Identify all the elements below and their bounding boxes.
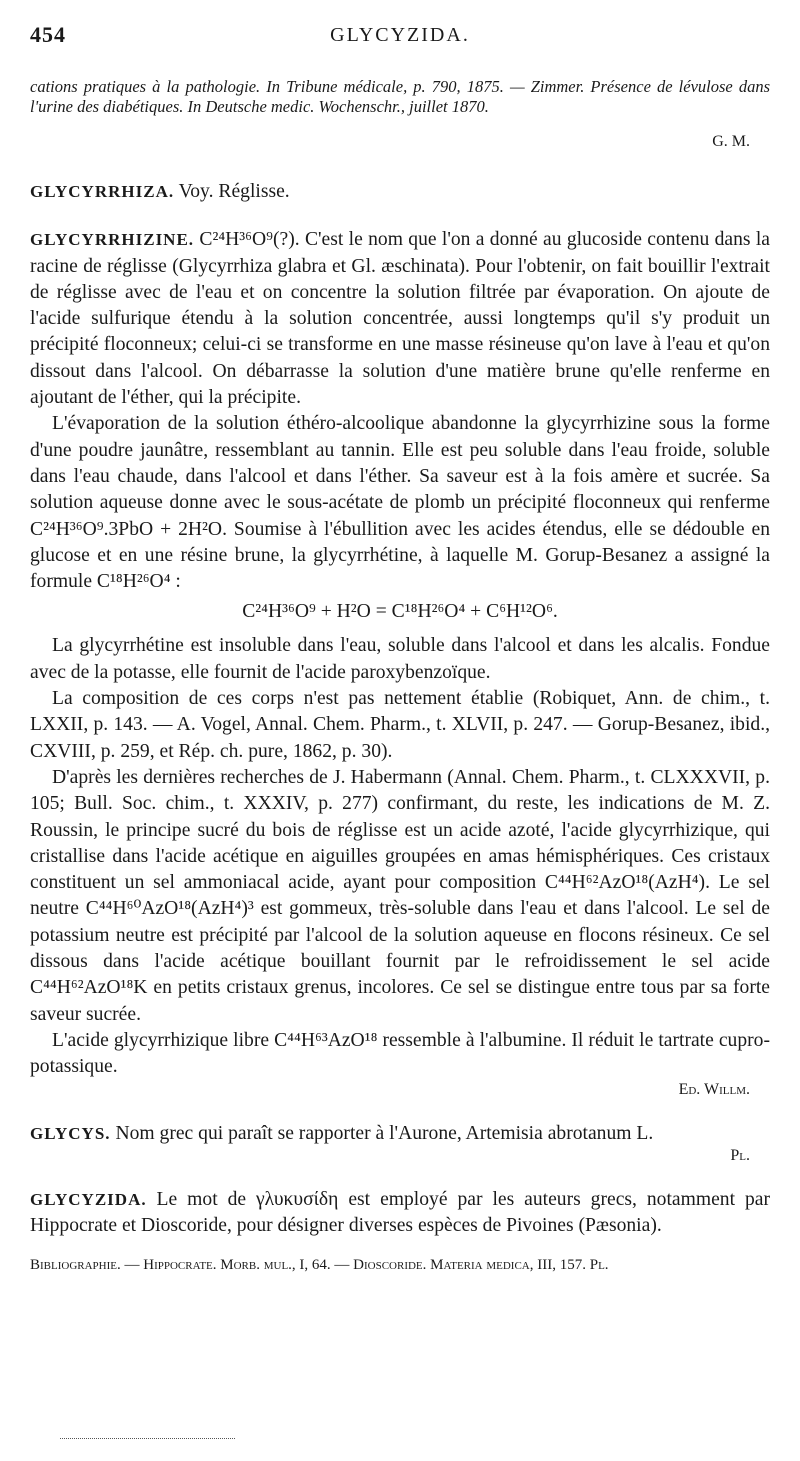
headword: GLYCYRRHIZA. — [30, 182, 175, 201]
continued-reference-text: cations pratiques à la pathologie. In Tribune médicale, p. 790, 1875. — Zimmer. Présence de lévulose dans l'urine des diabétiques. In Deutsche medic. Wochenschr., juillet 1870. — [30, 76, 770, 116]
entry-glycyrrhizine — [30, 227, 770, 1098]
entry-glycyrrhiza — [30, 179, 770, 205]
headword: GLYCYZIDA. — [30, 1189, 147, 1209]
page-header — [30, 22, 770, 52]
chemical-equation: C²⁴H³⁶O⁹ + H²O = C¹⁸H²⁶O⁴ + C⁶H¹²O⁶. — [242, 601, 558, 623]
page-body — [30, 60, 770, 1298]
paragraph: D'après les dernières recherches de J. Habermann (Annal. Chem. Pharm., t. CLXXXVII, p. 105; Bull. Soc. chim., t. XXXIV, p. 277) confirmant, du reste, les indications de M. Z. Roussin, le principe sucré du bois de réglisse est un acide azoté, l'acide glycyrrhizique, qui cristallise dans l'acide acétique en aiguilles groupées en amas hémisphériques. Ces cristaux constituent un sel ammoniacal acide, ayant pour composition C⁴⁴H⁶²AzO¹⁸(AzH⁴). Le sel neutre C⁴⁴H⁶⁰AzO¹⁸(AzH⁴)³ est gommeux, très-soluble dans l'eau et dans l'alcool. Le sel de potassium neutre est précipité par l'alcool de la solution aqueuse en flocons résineux. Ce sel dissous dans l'acide acétique bouillant fournit par le refroidissement le sel acide C⁴⁴H⁶²AzO¹⁸K en petits cristaux grenus, incolores. Ce sel se distingue entre tous par sa forte saveur sucrée. — [30, 766, 770, 1025]
author-signature: Pl. — [730, 1146, 750, 1164]
headword: GLYCYS. — [30, 1123, 111, 1143]
paragraph: La composition de ces corps n'est pas nettement établie (Robiquet, Ann. de chim., t. LXXII, p. 143. — A. Vogel, Annal. Chem. Pharm., t. XLVII, p. 247. — Gorup-Besanez, ibid., CXVIII, p. 259, et Rép. ch. pure, 1862, p. 30). — [30, 688, 770, 762]
paragraph: L'évaporation de la solution éthéro-alcoolique abandonne la glycyrrhizine sous la forme d'une poudre jaunâtre, ressemblant au tannin. Elle est peu soluble dans l'eau froide, soluble dans l'eau chaude, dans l'alcool et dans l'éther. Sa saveur est à la fois amère et sucrée. Sa solution aqueuse donne avec le sous-acétate de plomb un précipité floconneux qui renferme C²⁴H³⁶O⁹.3PbO + 2H²O. Soumise à l'ébullition avec les acides étendus, elle se dédouble en glucose et en une résine brune, la glycyrrhétine, à laquelle M. Gorup-Besanez a assigné la formule C¹⁸H²⁶O⁴ : — [30, 413, 770, 593]
entry-text: Le mot de γλυκυσίδη est employé par les auteurs grecs, notamment par Hippocrate et Dioscoride, pour désigner diverses espèces de Pivoines (Pæsonia). — [30, 1188, 770, 1237]
continued-bibliography — [30, 77, 770, 152]
entry-glycyzida — [30, 1187, 770, 1277]
page-number: 454 — [30, 22, 66, 47]
paragraph: L'acide glycyrrhizique libre C⁴⁴H⁶³AzO¹⁸ ressemble à l'albumine. Il réduit le tartrate cupro-potassique. — [30, 1029, 770, 1078]
cross-reference: Voy. Réglisse. — [178, 181, 290, 202]
entry-text: C²⁴H³⁶O⁹(?). C'est le nom que l'on a donné au glucoside contenu dans la racine de réglisse (Glycyrrhiza glabra et Gl. æschinata). Pour l'obtenir, on fait bouillir l'extrait de réglisse avec de l'eau et on concentre la solution filtrée par évaporation. On ajoute de l'acide sulfurique étendu à la solution concentrée, aussi longtemps qu'il s'y produit un précipité floconneux; celui-ci se transforme en une masse résineuse qu'on lave à l'eau et qu'on dissout dans l'alcool. On débarrasse la solution d'une matière brune qu'elle renferme en ajoutant de l'éther, qui la précipite. — [30, 229, 770, 409]
paragraph: La glycyrrhétine est insoluble dans l'eau, soluble dans l'alcool et dans les alcalis. Fondue avec de la potasse, elle fournit de l'acide paroxybenzoïque. — [30, 635, 770, 683]
author-signature: G. M. — [712, 133, 750, 150]
bibliography: Bibliographie. — Hippocrate. Morb. mul., I, 64. — Dioscoride. Materia medica, III, 157. Pl. — [30, 1257, 609, 1274]
headword: GLYCYRRHIZINE. — [30, 230, 195, 250]
entry-text: Nom grec qui paraît se rapporter à l'Aurone, Artemisia abrotanum L. — [115, 1122, 654, 1144]
entry-glycys — [30, 1121, 770, 1165]
running-title: GLYCYZIDA. — [330, 24, 470, 46]
author-signature: Ed. Willm. — [678, 1080, 750, 1098]
footer-rule — [60, 1438, 235, 1439]
